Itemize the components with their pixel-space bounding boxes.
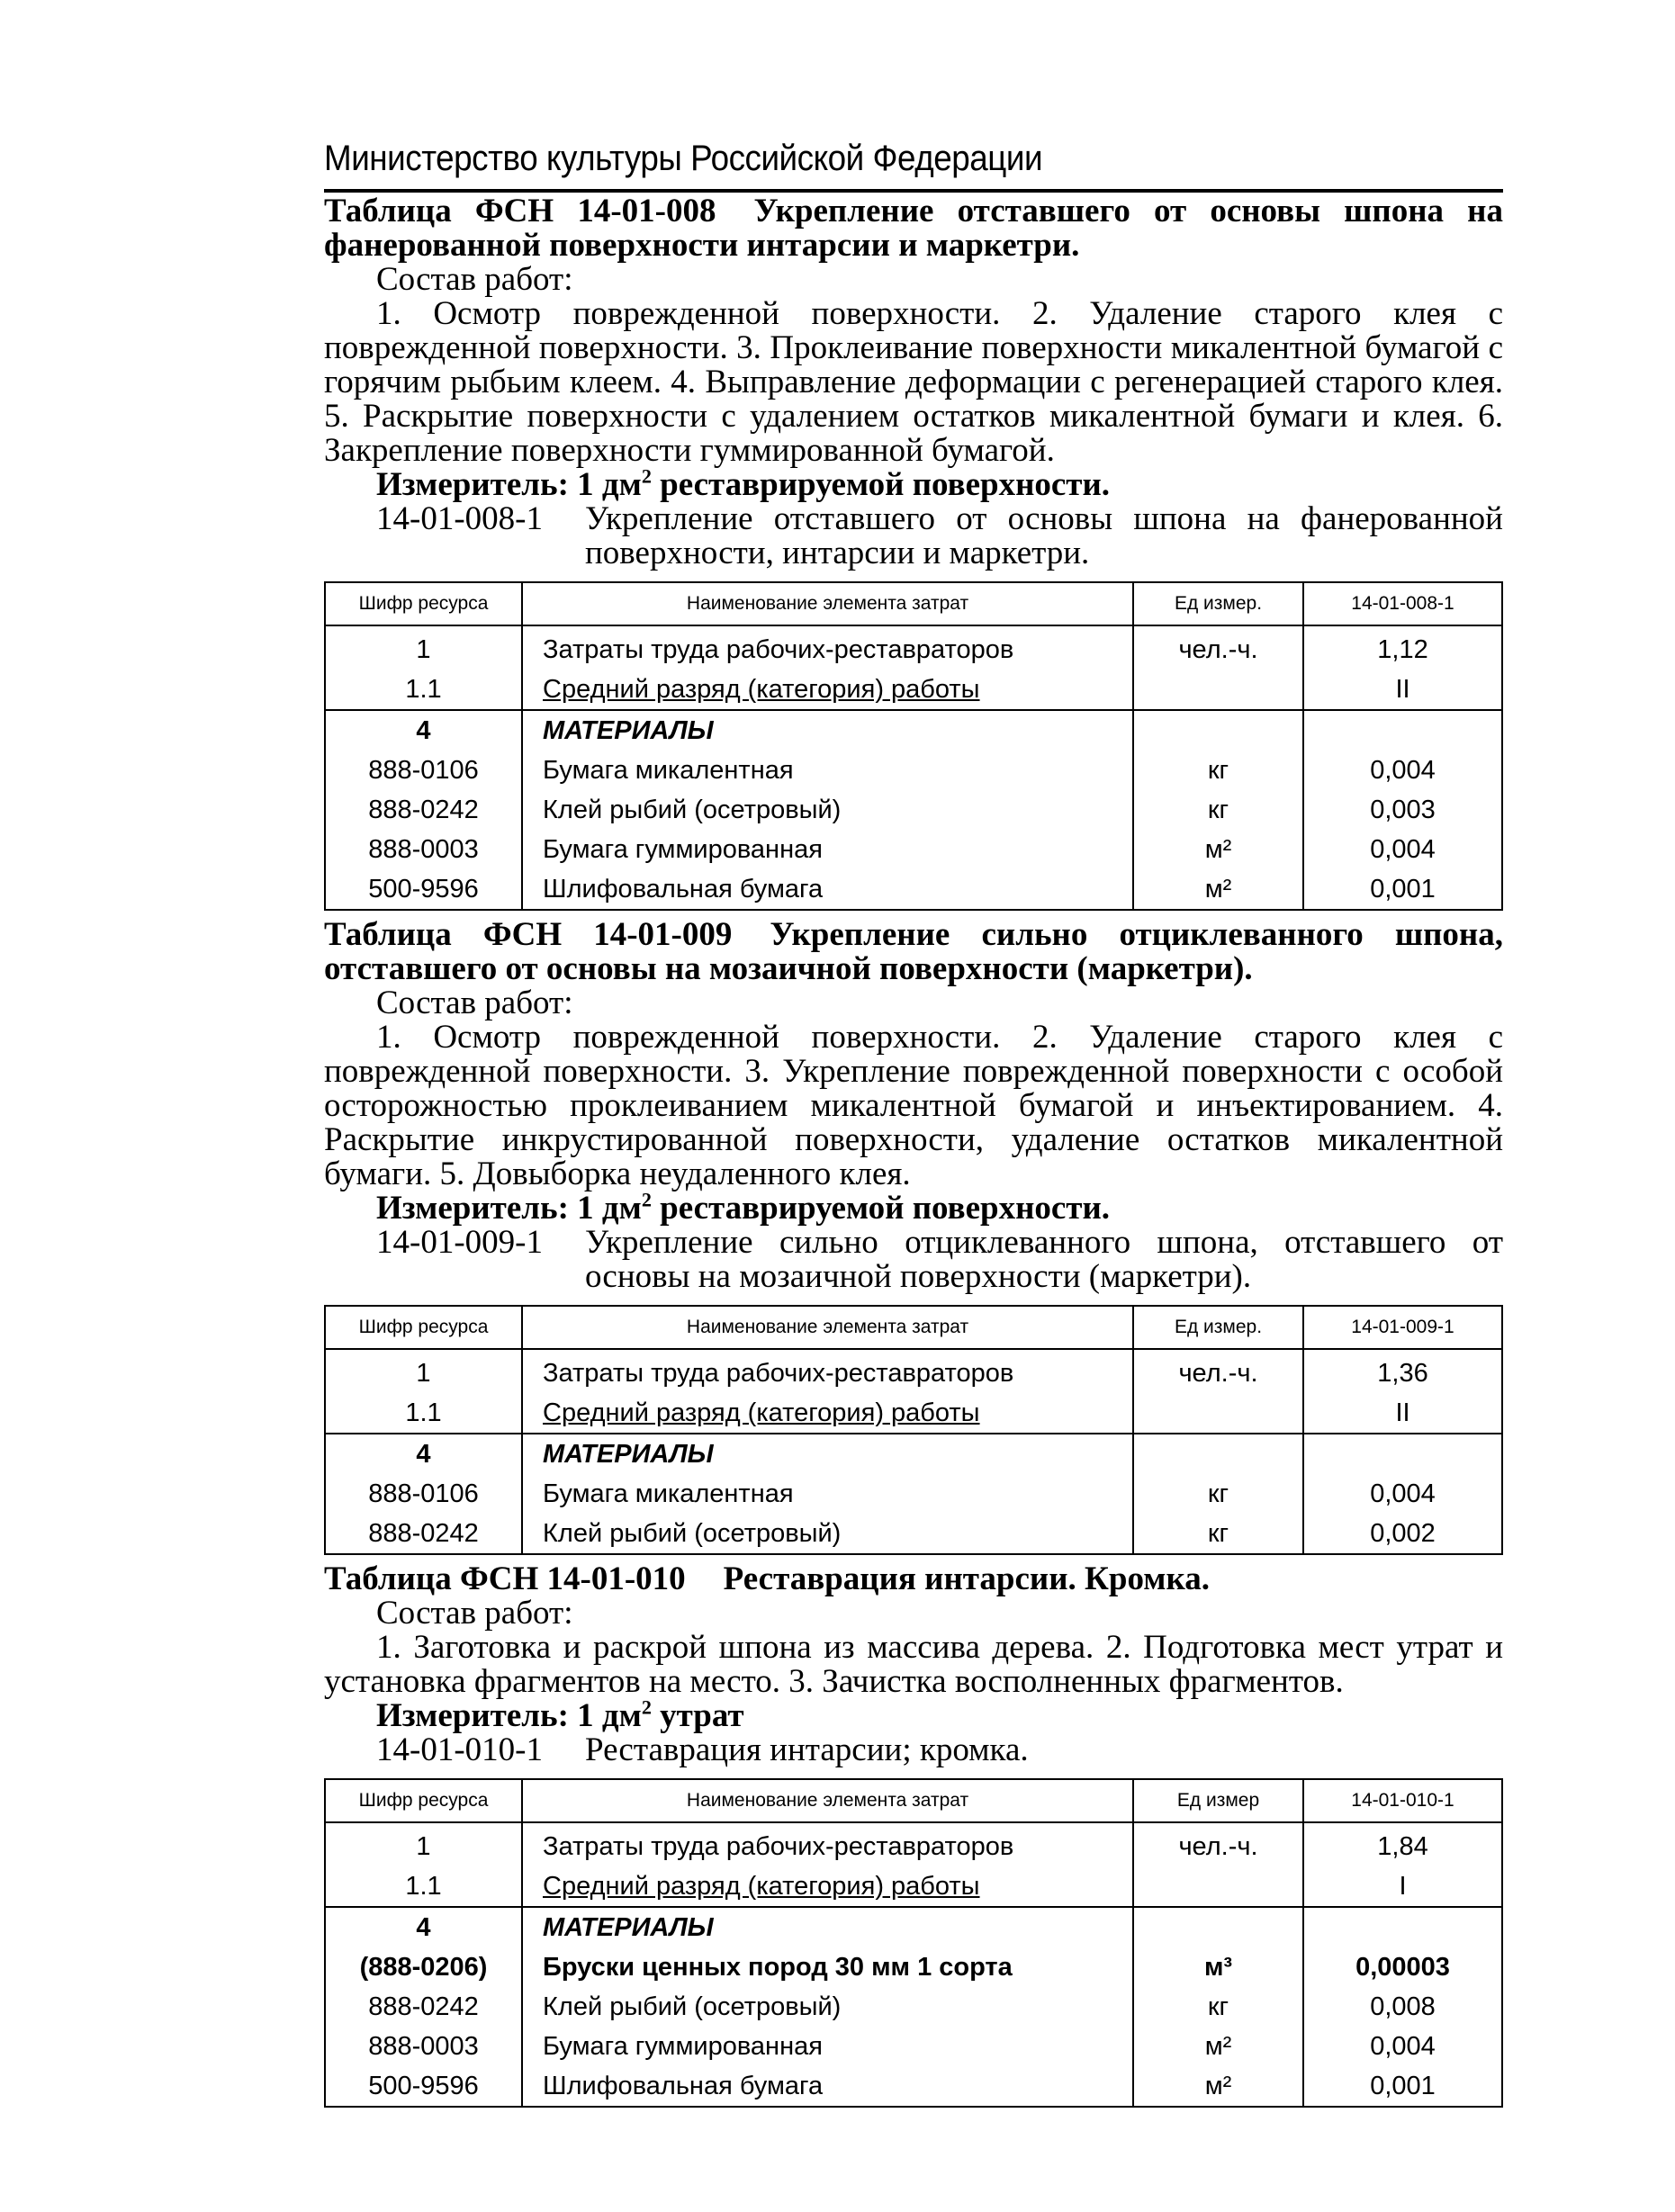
item-line <box>324 1733 1503 1767</box>
cell-value <box>1303 1434 1502 1474</box>
cell-unit: м² <box>1133 869 1303 910</box>
cell-value: 1,12 <box>1303 625 1502 670</box>
cell-name: Шлифовальная бумага <box>522 869 1133 910</box>
cell-unit: м² <box>1133 830 1303 869</box>
header-unit: Ед измер. <box>1133 582 1303 625</box>
cell-value: 0,004 <box>1303 751 1502 790</box>
composition-text: 1. Осмотр поврежденной поверхности. 2. Удаление старого клея с поврежденной поверхности. 3. Проклеивание поверхности микалентной бумагой с горячим рыбьим клеем. 4. Выправление деформации с регенерацией старого клея. 5. Раскрытие поверхности с удалением остатков микалентной бумаги и клея. 6. Закрепление поверхности гуммированной бумагой. <box>324 295 1503 469</box>
cell-unit: кг <box>1133 790 1303 830</box>
cell-value: 0,001 <box>1303 2066 1502 2107</box>
cell-unit <box>1133 670 1303 710</box>
cell-unit <box>1133 1434 1303 1474</box>
cell-name: Бумага гуммированная <box>522 830 1133 869</box>
header-name: Наименование элемента затрат <box>522 582 1133 625</box>
measure-suffix: реставрируемой поверхности. <box>651 1190 1111 1227</box>
cell-code: 888-0003 <box>325 830 522 869</box>
cell-unit: м² <box>1133 2027 1303 2066</box>
cell-code: 888-0106 <box>325 1474 522 1514</box>
table-row <box>325 790 1502 830</box>
cell-name: Клей рыбий (осетровый) <box>522 790 1133 830</box>
table-row <box>325 670 1502 710</box>
cell-code: 1.1 <box>325 670 522 710</box>
measure-prefix: Измеритель: 1 дм <box>376 1190 642 1227</box>
item-text: Укрепление сильно отциклеванного шпона, отставшего от основы на мозаичной поверхности (маркетри). <box>585 1224 1503 1295</box>
cell-code: 1 <box>325 625 522 670</box>
composition-label: Состав работ: <box>376 1595 573 1632</box>
header-norm: 14-01-010-1 <box>1303 1779 1502 1822</box>
table-row <box>325 2027 1502 2066</box>
cell-value: 0,004 <box>1303 1474 1502 1514</box>
composition-text: 1. Заготовка и раскрой шпона из массива дерева. 2. Подготовка мест утрат и установка фрагментов на место. 3. Зачистка восполненных фрагментов. <box>324 1629 1503 1700</box>
table-row <box>325 1474 1502 1514</box>
header-unit: Ед измер. <box>1133 1306 1303 1349</box>
table-row <box>325 1434 1502 1474</box>
cell-unit: м³ <box>1133 1947 1303 1987</box>
cell-unit: чел.-ч. <box>1133 1822 1303 1866</box>
cell-value <box>1303 1907 1502 1947</box>
table-row <box>325 830 1502 869</box>
cell-name: Клей рыбий (осетровый) <box>522 1514 1133 1554</box>
table-row <box>325 751 1502 790</box>
measure-suffix: утрат <box>651 1697 744 1734</box>
cell-value: 1,36 <box>1303 1349 1502 1393</box>
cell-value: 1,84 <box>1303 1822 1502 1866</box>
cell-unit: кг <box>1133 1474 1303 1514</box>
cell-code: 888-0106 <box>325 751 522 790</box>
table-title: Реставрация интарсии. Кромка. <box>723 1560 1210 1597</box>
header-name: Наименование элемента затрат <box>522 1779 1133 1822</box>
cell-code: 1 <box>325 1822 522 1866</box>
cell-name: Средний разряд (категория) работы <box>522 1866 1133 1907</box>
cell-value: 0,004 <box>1303 2027 1502 2066</box>
table-row <box>325 625 1502 670</box>
cell-unit <box>1133 1907 1303 1947</box>
section-heading <box>324 1562 1503 1596</box>
cell-value: 0,003 <box>1303 790 1502 830</box>
cell-name: МАТЕРИАЛЫ <box>522 1434 1133 1474</box>
table-title: Укрепление сильно отциклеванного шпона, отставшего от основы на мозаичной поверхности (маркетри). <box>324 916 1503 987</box>
table-header-row <box>325 1306 1502 1349</box>
cell-name: Бруски ценных пород 30 мм 1 сорта <box>522 1947 1133 1987</box>
item-number: 14-01-010-1 <box>376 1731 543 1768</box>
cell-value: 0,00003 <box>1303 1947 1502 1987</box>
measure-sup: 2 <box>641 1695 652 1719</box>
section-heading <box>324 918 1503 986</box>
cell-name: Бумага микалентная <box>522 751 1133 790</box>
cost-table <box>324 1778 1503 2108</box>
cell-code: 888-0242 <box>325 1987 522 2027</box>
table-title: Укрепление отставшего от основы шпона на фанерованной поверхности интарсии и маркетри. <box>324 193 1503 264</box>
header-norm: 14-01-009-1 <box>1303 1306 1502 1349</box>
cell-code: 1.1 <box>325 1866 522 1907</box>
table-code: Таблица ФСН 14-01-010 <box>324 1560 686 1597</box>
cell-code: 4 <box>325 710 522 751</box>
cell-value: II <box>1303 670 1502 710</box>
measure-sup: 2 <box>641 1188 652 1211</box>
table-code: Таблица ФСН 14-01-008 <box>324 193 716 229</box>
table-row <box>325 1866 1502 1907</box>
measure-suffix: реставрируемой поверхности. <box>651 466 1111 503</box>
section-14-01-009 <box>324 918 1503 1555</box>
header-unit: Ед измер <box>1133 1779 1303 1822</box>
cell-unit: кг <box>1133 1514 1303 1554</box>
composition-label: Состав работ: <box>376 985 573 1021</box>
table-code: Таблица ФСН 14-01-009 <box>324 916 733 953</box>
section-14-01-010 <box>324 1562 1503 2108</box>
header-code: Шифр ресурса <box>325 1779 522 1822</box>
table-row <box>325 710 1502 751</box>
cell-name: Клей рыбий (осетровый) <box>522 1987 1133 2027</box>
cell-value <box>1303 710 1502 751</box>
ministry-header: Министерство культуры Российской Федерации <box>324 139 1043 178</box>
cell-name: МАТЕРИАЛЫ <box>522 710 1133 751</box>
section-heading <box>324 194 1503 263</box>
cell-name: Бумага гуммированная <box>522 2027 1133 2066</box>
cell-code: 1.1 <box>325 1393 522 1434</box>
cell-unit: кг <box>1133 751 1303 790</box>
cell-unit: м² <box>1133 2066 1303 2107</box>
cell-code: 888-0242 <box>325 1514 522 1554</box>
cell-value: 0,008 <box>1303 1987 1502 2027</box>
table-header-row <box>325 1779 1502 1822</box>
cell-value: II <box>1303 1393 1502 1434</box>
cell-unit <box>1133 1393 1303 1434</box>
table-row <box>325 1393 1502 1434</box>
measure-prefix: Измеритель: 1 дм <box>376 1697 642 1734</box>
cell-code: 4 <box>325 1434 522 1474</box>
cell-code: 888-0003 <box>325 2027 522 2066</box>
cell-value: 0,004 <box>1303 830 1502 869</box>
composition-label: Состав работ: <box>376 261 573 298</box>
cell-name: МАТЕРИАЛЫ <box>522 1907 1133 1947</box>
cell-name: Средний разряд (категория) работы <box>522 670 1133 710</box>
item-number: 14-01-009-1 <box>376 1224 543 1261</box>
measure-sup: 2 <box>641 464 652 488</box>
item-line <box>324 502 1503 571</box>
section-14-01-008 <box>324 194 1503 911</box>
cell-name: Шлифовальная бумага <box>522 2066 1133 2107</box>
cell-name: Средний разряд (категория) работы <box>522 1393 1133 1434</box>
cell-code: 4 <box>325 1907 522 1947</box>
item-text: Реставрация интарсии; кромка. <box>585 1731 1029 1768</box>
table-row <box>325 1349 1502 1393</box>
table-row <box>325 1514 1502 1554</box>
measure-prefix: Измеритель: 1 дм <box>376 466 642 503</box>
table-header-row <box>325 582 1502 625</box>
measure-line <box>324 1695 1503 1734</box>
table-row <box>325 2066 1502 2107</box>
table-row <box>325 1987 1502 2027</box>
header-code: Шифр ресурса <box>325 1306 522 1349</box>
cost-table <box>324 581 1503 911</box>
table-row <box>325 1822 1502 1866</box>
cell-code: 888-0242 <box>325 790 522 830</box>
cell-code: 500-9596 <box>325 2066 522 2107</box>
cell-name: Затраты труда рабочих-реставраторов <box>522 1349 1133 1393</box>
measure-line <box>324 464 1503 503</box>
measure-line <box>324 1188 1503 1227</box>
cell-name: Затраты труда рабочих-реставраторов <box>522 625 1133 670</box>
header-name: Наименование элемента затрат <box>522 1306 1133 1349</box>
cell-unit: кг <box>1133 1987 1303 2027</box>
cell-value: 0,002 <box>1303 1514 1502 1554</box>
cell-value: I <box>1303 1866 1502 1907</box>
table-row <box>325 1947 1502 1987</box>
cell-unit <box>1133 1866 1303 1907</box>
cell-name: Затраты труда рабочих-реставраторов <box>522 1822 1133 1866</box>
cell-code: 500-9596 <box>325 869 522 910</box>
cost-table <box>324 1305 1503 1555</box>
cell-value: 0,001 <box>1303 869 1502 910</box>
cell-name: Бумага микалентная <box>522 1474 1133 1514</box>
document-page <box>324 133 1503 2115</box>
cell-unit <box>1133 710 1303 751</box>
table-row <box>325 1907 1502 1947</box>
table-row <box>325 869 1502 910</box>
cell-unit: чел.-ч. <box>1133 1349 1303 1393</box>
header-norm: 14-01-008-1 <box>1303 582 1502 625</box>
header-code: Шифр ресурса <box>325 582 522 625</box>
cell-unit: чел.-ч. <box>1133 625 1303 670</box>
item-line <box>324 1226 1503 1294</box>
item-text: Укрепление отставшего от основы шпона на фанерованной поверхности, интарсии и маркетри. <box>585 500 1503 571</box>
item-number: 14-01-008-1 <box>376 500 543 537</box>
composition-text: 1. Осмотр поврежденной поверхности. 2. Удаление старого клея с поврежденной поверхности. 3. Укрепление поврежденной поверхности с особой осторожностью проклеиванием микалентной бумагой и инъектированием. 4. Раскрытие инкрустированной поверхности, удаление остатков микалентной бумаги. 5. Довыборка неудаленного клея. <box>324 1019 1503 1192</box>
cell-code: (888-0206) <box>325 1947 522 1987</box>
cell-code: 1 <box>325 1349 522 1393</box>
